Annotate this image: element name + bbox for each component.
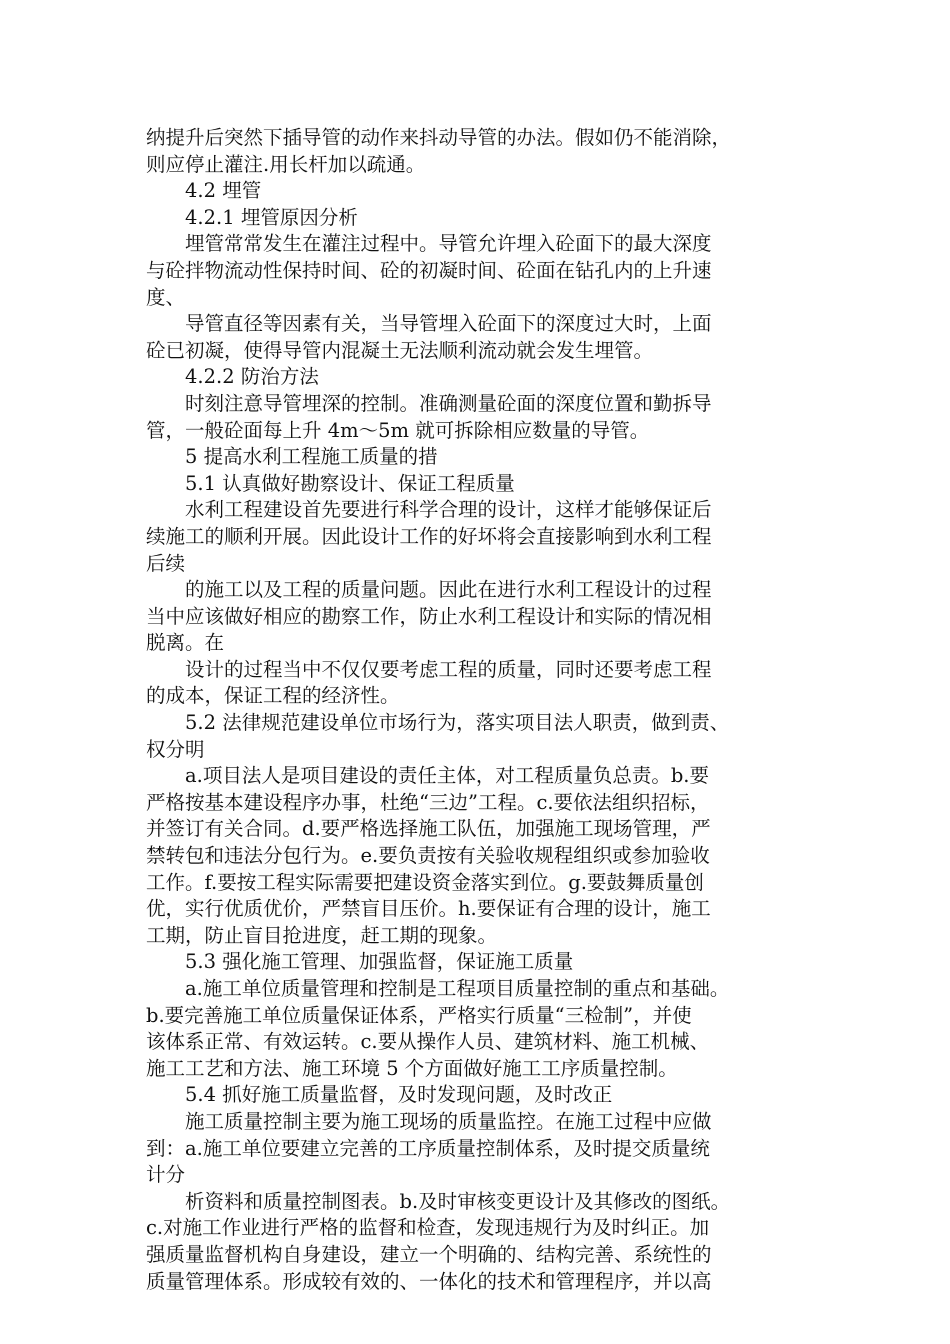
text-line: 水利工程建设首先要进行科学合理的设计，这样才能够保证后 [146, 498, 712, 522]
section-heading: 5.2 法律规范建设单位市场行为，落实项目法人职责，做到责、 [146, 711, 730, 735]
section-heading: 5 提高水利工程施工质量的措 [146, 445, 438, 469]
text-line: 当中应该做好相应的勘察工作，防止水利工程设计和实际的情况相 [146, 604, 712, 628]
text-line: 脱离。在 [146, 631, 225, 655]
text-line: 砼已初凝，使得导管内混凝土无法顺利流动就会发生埋管。 [146, 338, 654, 362]
text-line: 施工工艺和方法、施工环境 5 个方面做好施工工序质量控制。 [146, 1056, 678, 1080]
text-line: 埋管常常发生在灌注过程中。导管允许埋入砼面下的最大深度 [146, 232, 712, 256]
text-line: 施工质量控制主要为施工现场的质量监控。在施工过程中应做 [146, 1109, 712, 1133]
section-heading: 5.4 抓好施工质量监督，及时发现问题，及时改正 [146, 1083, 613, 1107]
text-line: 则应停止灌注.用长杆加以疏通。 [146, 152, 426, 176]
document-body [146, 125, 808, 1295]
text-line: 时刻注意导管埋深的控制。准确测量砼面的深度位置和勤拆导 [146, 391, 712, 415]
subsection-heading: 4.2.1 埋管原因分析 [146, 205, 358, 229]
text-line: 设计的过程当中不仅仅要考虑工程的质量，同时还要考虑工程 [146, 657, 712, 681]
section-heading: 5.1 认真做好勘察设计、保证工程质量 [146, 471, 515, 495]
text-line: 导管直径等因素有关，当导管埋入砼面下的深度过大时，上面 [146, 312, 712, 336]
text-line: 该体系正常、有效运转。c.要从操作人员、建筑材料、施工机械、 [146, 1030, 710, 1054]
text-line: 优，实行优质优价，严禁盲目压价。h.要保证有合理的设计，施工 [146, 897, 711, 921]
section-heading: 5.3 强化施工管理、加强监督，保证施工质量 [146, 950, 574, 974]
text-line: 后续 [146, 551, 186, 575]
text-line: 度、 [146, 285, 186, 309]
text-line: 纳提升后突然下插导管的动作来抖动导管的办法。假如仍不能消除， [146, 126, 732, 149]
text-line: 禁转包和违法分包行为。e.要负责按有关验收规程组织或参加验收 [146, 844, 710, 868]
text-line: 续施工的顺利开展。因此设计工作的好坏将会直接影响到水利工程 [146, 524, 712, 548]
text-line: a.施工单位质量管理和控制是工程项目质量控制的重点和基础。 [146, 977, 730, 1000]
text-line: 析资料和质量控制图表。b.及时审核变更设计及其修改的图纸。 [146, 1189, 731, 1213]
text-line: 的成本，保证工程的经济性。 [146, 684, 400, 708]
text-line: 的施工以及工程的质量问题。因此在进行水利工程设计的过程 [146, 578, 712, 602]
text-line: a.项目法人是项目建设的责任主体，对工程质量负总责。b.要 [146, 764, 710, 788]
text-line: 严格按基本建设程序办事，杜绝“三边”工程。c.要依法组织招标， [146, 790, 710, 814]
text-line: 强质量监督机构自身建设，建立一个明确的、结构完善、系统性的 [146, 1242, 712, 1266]
text-line: 计分 [146, 1163, 186, 1187]
section-heading: 4.2 埋管 [146, 179, 262, 203]
text-line: 工期，防止盲目抢进度，赶工期的现象。 [146, 923, 498, 947]
subsection-heading: 4.2.2 防治方法 [146, 365, 319, 389]
text-line: 并签订有关合同。d.要严格选择施工队伍，加强施工现场管理，严 [146, 817, 711, 841]
text-line: c.对施工作业进行严格的监督和检查，发现违规行为及时纠正。加 [146, 1216, 710, 1240]
text-line: 到：a.施工单位要建立完善的工序质量控制体系，及时提交质量统 [146, 1136, 710, 1160]
text-line: 管，一般砼面每上升 4m～5m 就可拆除相应数量的导管。 [146, 418, 650, 442]
text-line: 质量管理体系。形成较有效的、一体化的技术和管理程序，并以高 [146, 1269, 712, 1293]
text-line: 工作。f.要按工程实际需要把建设资金落实到位。g.要鼓舞质量创 [146, 870, 704, 894]
text-line: 与砼拌物流动性保持时间、砼的初凝时间、砼面在钻孔内的上升速 [146, 258, 712, 282]
text-line: b.要完善施工单位质量保证体系，严格实行质量“三检制”，并使 [146, 1003, 692, 1027]
section-heading: 权分明 [146, 737, 205, 761]
